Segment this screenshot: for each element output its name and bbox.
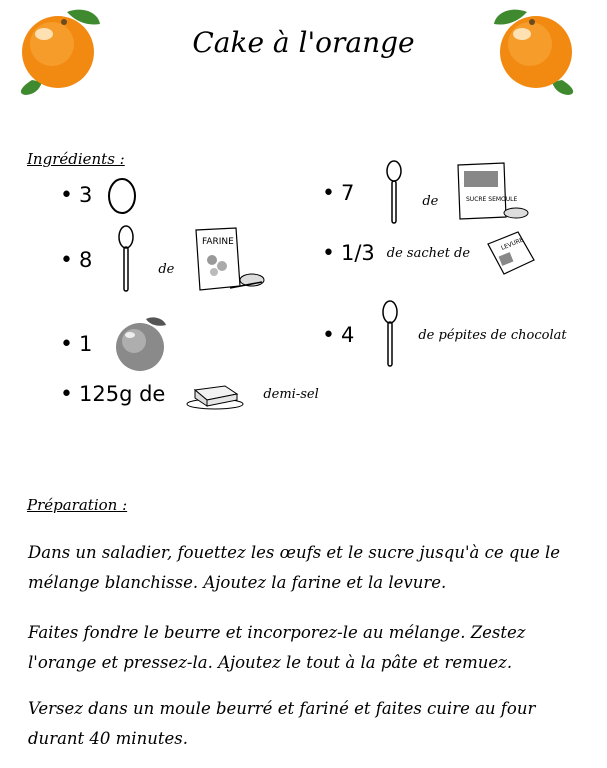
orange-icon bbox=[110, 315, 170, 373]
ingredients-heading: Ingrédients : bbox=[27, 150, 125, 168]
spoon-icon bbox=[380, 300, 400, 370]
flour-bag-icon bbox=[190, 226, 266, 294]
flour-quantity: 8 bbox=[78, 248, 93, 272]
ingredient-eggs bbox=[60, 175, 138, 215]
preparation-step-2: Faites fondre le beurre et incorporez-le au mélange. Zestez l'orange et pressez-la. Ajoutez le tout à la pâte et remuez. bbox=[28, 623, 526, 672]
butter-label: demi-sel bbox=[263, 386, 319, 402]
bullet: • bbox=[322, 322, 335, 348]
ingredient-butter bbox=[60, 378, 319, 410]
preparation-step-1: Dans un saladier, fouettez les œufs et le sucre jusqu'à ce que le mélange blanchisse. Ajoutez la farine et la levure. bbox=[28, 543, 561, 592]
page-title: Cake à l'orange bbox=[192, 26, 415, 59]
yeast-quantity: 1/3 bbox=[340, 241, 375, 265]
spoon-icon bbox=[116, 225, 136, 295]
sugar-quantity: 7 bbox=[340, 181, 355, 205]
preparation-heading: Préparation : bbox=[27, 496, 128, 514]
sugar-connector: de bbox=[422, 193, 439, 209]
bullet: • bbox=[322, 240, 335, 266]
eggs-quantity: 3 bbox=[78, 183, 93, 207]
preparation-step-3: Versez dans un moule beurré et fariné et faites cuire au four durant 40 minutes. bbox=[28, 699, 536, 748]
bullet: • bbox=[60, 182, 73, 208]
flour-package-text: FARINE bbox=[202, 237, 235, 247]
chocolate-quantity: 4 bbox=[340, 323, 355, 347]
bullet: • bbox=[60, 381, 73, 407]
spoon-icon bbox=[384, 160, 404, 226]
yeast-package-text: LEVURE bbox=[500, 236, 525, 252]
yeast-label: de sachet de bbox=[386, 245, 471, 261]
ingredient-chocolate-chips bbox=[322, 300, 567, 370]
ingredient-sugar bbox=[322, 160, 532, 226]
ingredient-orange bbox=[60, 315, 170, 373]
ingredient-yeast bbox=[322, 230, 540, 276]
bullet: • bbox=[60, 247, 73, 273]
orange-quantity: 1 bbox=[78, 332, 93, 356]
sugar-box-icon bbox=[452, 161, 532, 225]
bullet: • bbox=[60, 331, 73, 357]
chocolate-label: de pépites de chocolat bbox=[418, 327, 567, 343]
bullet: • bbox=[322, 180, 335, 206]
butter-quantity: 125g de bbox=[78, 382, 166, 406]
egg-icon bbox=[106, 175, 138, 215]
yeast-sachet-icon bbox=[484, 230, 540, 276]
sugar-package-text: SUCRE SEMOULE bbox=[466, 196, 518, 203]
flour-connector: de bbox=[158, 261, 175, 277]
ingredient-flour bbox=[60, 225, 266, 295]
butter-icon bbox=[185, 378, 245, 410]
